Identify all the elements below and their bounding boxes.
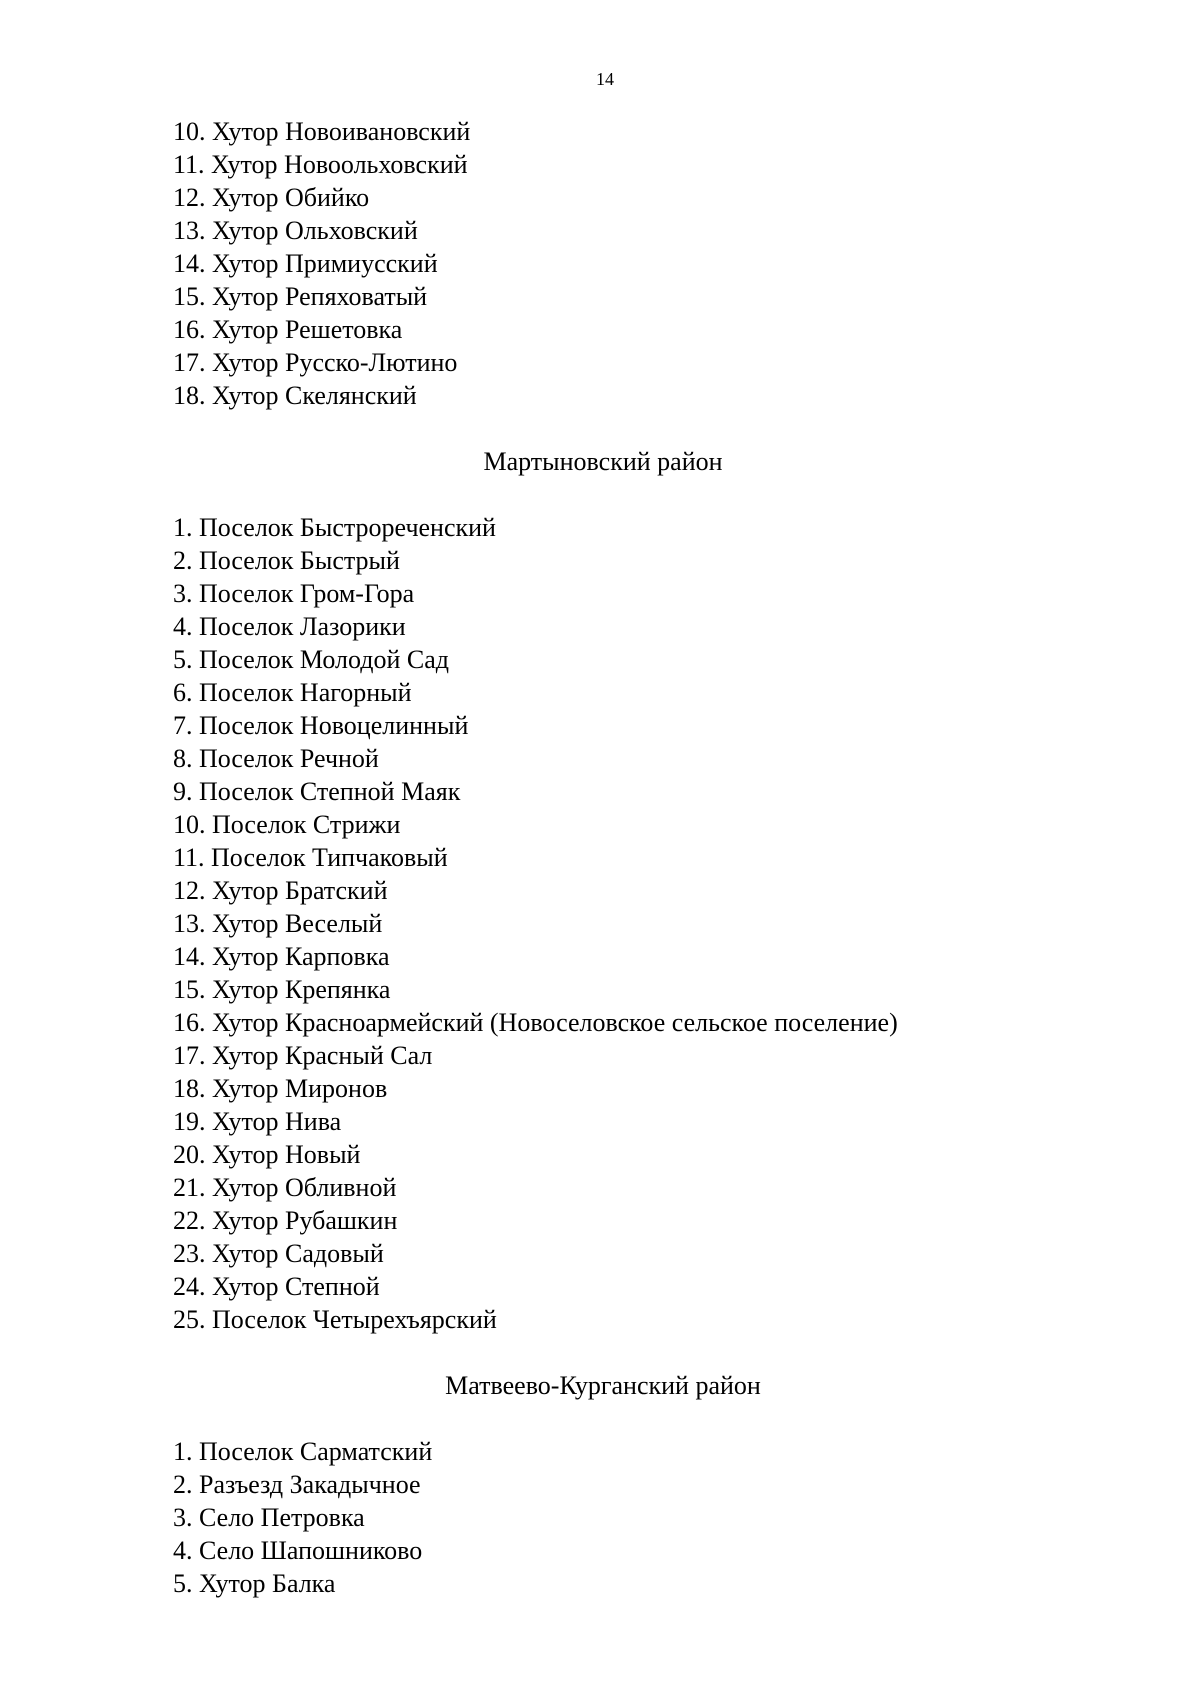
list-item: 2. Разъезд Закадычное xyxy=(173,1470,421,1499)
settlement-list-martynovsky xyxy=(173,511,1073,1336)
settlement-list-continued xyxy=(173,115,1073,412)
list-item: 11. Поселок Типчаковый xyxy=(173,843,448,872)
list-item: 15. Хутор Репяховатый xyxy=(173,282,428,311)
list-item: 5. Хутор Балка xyxy=(173,1569,336,1598)
list-item: 17. Хутор Русско-Лютино xyxy=(173,348,458,377)
list-item: 9. Поселок Степной Маяк xyxy=(173,777,461,806)
section-heading-matveevo-kurgansky: Матвеево-Курганский район xyxy=(445,1371,761,1400)
list-item: 5. Поселок Молодой Сад xyxy=(173,645,450,674)
list-item: 10. Хутор Новоивановский xyxy=(173,117,471,146)
list-item: 17. Хутор Красный Сал xyxy=(173,1041,433,1070)
list-item: 11. Хутор Новоольховский xyxy=(173,150,468,179)
settlement-list-matveevo-kurgansky xyxy=(173,1435,1073,1600)
section-heading-martynovsky: Мартыновский район xyxy=(483,447,723,476)
list-item: 16. Хутор Красноармейский (Новоселовское сельское поселение) xyxy=(173,1008,898,1037)
list-item: 14. Хутор Карповка xyxy=(173,942,390,971)
list-item: 12. Хутор Обийко xyxy=(173,183,370,212)
list-item: 21. Хутор Обливной xyxy=(173,1173,397,1202)
list-item: 18. Хутор Скелянский xyxy=(173,381,417,410)
list-item: 2. Поселок Быстрый xyxy=(173,546,400,575)
list-item: 6. Поселок Нагорный xyxy=(173,678,412,707)
list-item: 8. Поселок Речной xyxy=(173,744,379,773)
list-item: 13. Хутор Веселый xyxy=(173,909,383,938)
list-item: 22. Хутор Рубашкин xyxy=(173,1206,398,1235)
list-item: 13. Хутор Ольховский xyxy=(173,216,418,245)
page-number: 14 xyxy=(596,69,614,89)
list-item: 4. Село Шапошниково xyxy=(173,1536,423,1565)
list-item: 15. Хутор Крепянка xyxy=(173,975,391,1004)
list-item: 12. Хутор Братский xyxy=(173,876,388,905)
list-item: 20. Хутор Новый xyxy=(173,1140,361,1169)
list-item: 7. Поселок Новоцелинный xyxy=(173,711,469,740)
list-item: 23. Хутор Садовый xyxy=(173,1239,384,1268)
list-item: 3. Поселок Гром-Гора xyxy=(173,579,415,608)
list-item: 19. Хутор Нива xyxy=(173,1107,342,1136)
list-item: 18. Хутор Миронов xyxy=(173,1074,388,1103)
list-item: 25. Поселок Четырехъярский xyxy=(173,1305,497,1334)
list-item: 3. Село Петровка xyxy=(173,1503,365,1532)
list-item: 4. Поселок Лазорики xyxy=(173,612,406,641)
list-item: 1. Поселок Быстрореченский xyxy=(173,513,496,542)
list-item: 10. Поселок Стрижи xyxy=(173,810,401,839)
list-item: 24. Хутор Степной xyxy=(173,1272,380,1301)
document-body xyxy=(173,115,1073,1600)
list-item: 1. Поселок Сарматский xyxy=(173,1437,433,1466)
list-item: 16. Хутор Решетовка xyxy=(173,315,403,344)
list-item: 14. Хутор Примиусский xyxy=(173,249,438,278)
